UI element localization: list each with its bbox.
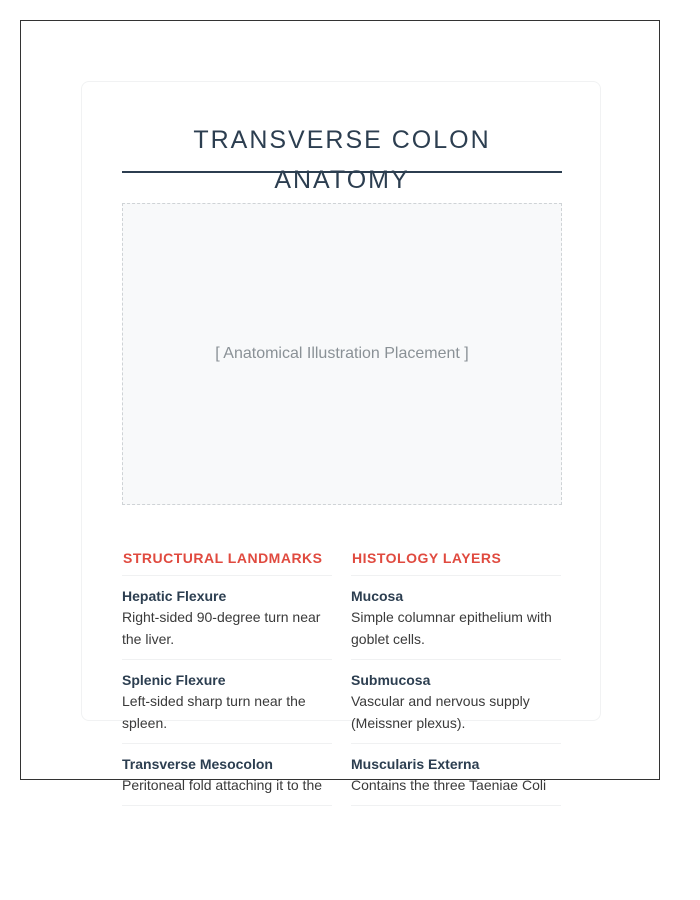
info-columns <box>122 550 562 806</box>
entry-name: Splenic Flexure <box>122 672 226 688</box>
illustration-placeholder <box>122 203 562 505</box>
entry-name: Muscularis Externa <box>351 756 480 772</box>
column-heading: STRUCTURAL LANDMARKS <box>122 550 332 576</box>
entry-name: Mucosa <box>351 588 404 604</box>
histology-layers-column <box>351 550 561 806</box>
list-item <box>122 744 332 806</box>
structural-landmarks-column <box>122 550 332 806</box>
entry-name: Transverse Mesocolon <box>122 756 273 772</box>
entry-name: Hepatic Flexure <box>122 588 227 604</box>
entry-description: Peritoneal fold attaching it to the <box>122 777 323 793</box>
list-item <box>122 576 332 660</box>
list-item <box>351 660 561 744</box>
entry-description: Contains the three Taeniae Coli <box>351 777 547 793</box>
column-heading: HISTOLOGY LAYERS <box>351 550 561 576</box>
document-content <box>122 120 562 806</box>
entry-name: Submucosa <box>351 672 431 688</box>
entry-description: Vascular and nervous supply (Meissner plexus). <box>351 693 530 731</box>
page-title: TRANSVERSE COLON ANATOMY <box>122 120 562 173</box>
entry-description: Simple columnar epithelium with goblet cells. <box>351 609 552 647</box>
entry-description: Right-sided 90-degree turn near the liver. <box>122 609 321 647</box>
list-item <box>351 744 561 806</box>
illustration-placeholder-label: [ Anatomical Illustration Placement ] <box>215 345 469 362</box>
list-item <box>122 660 332 744</box>
entry-description: Left-sided sharp turn near the spleen. <box>122 693 306 731</box>
list-item <box>351 576 561 660</box>
